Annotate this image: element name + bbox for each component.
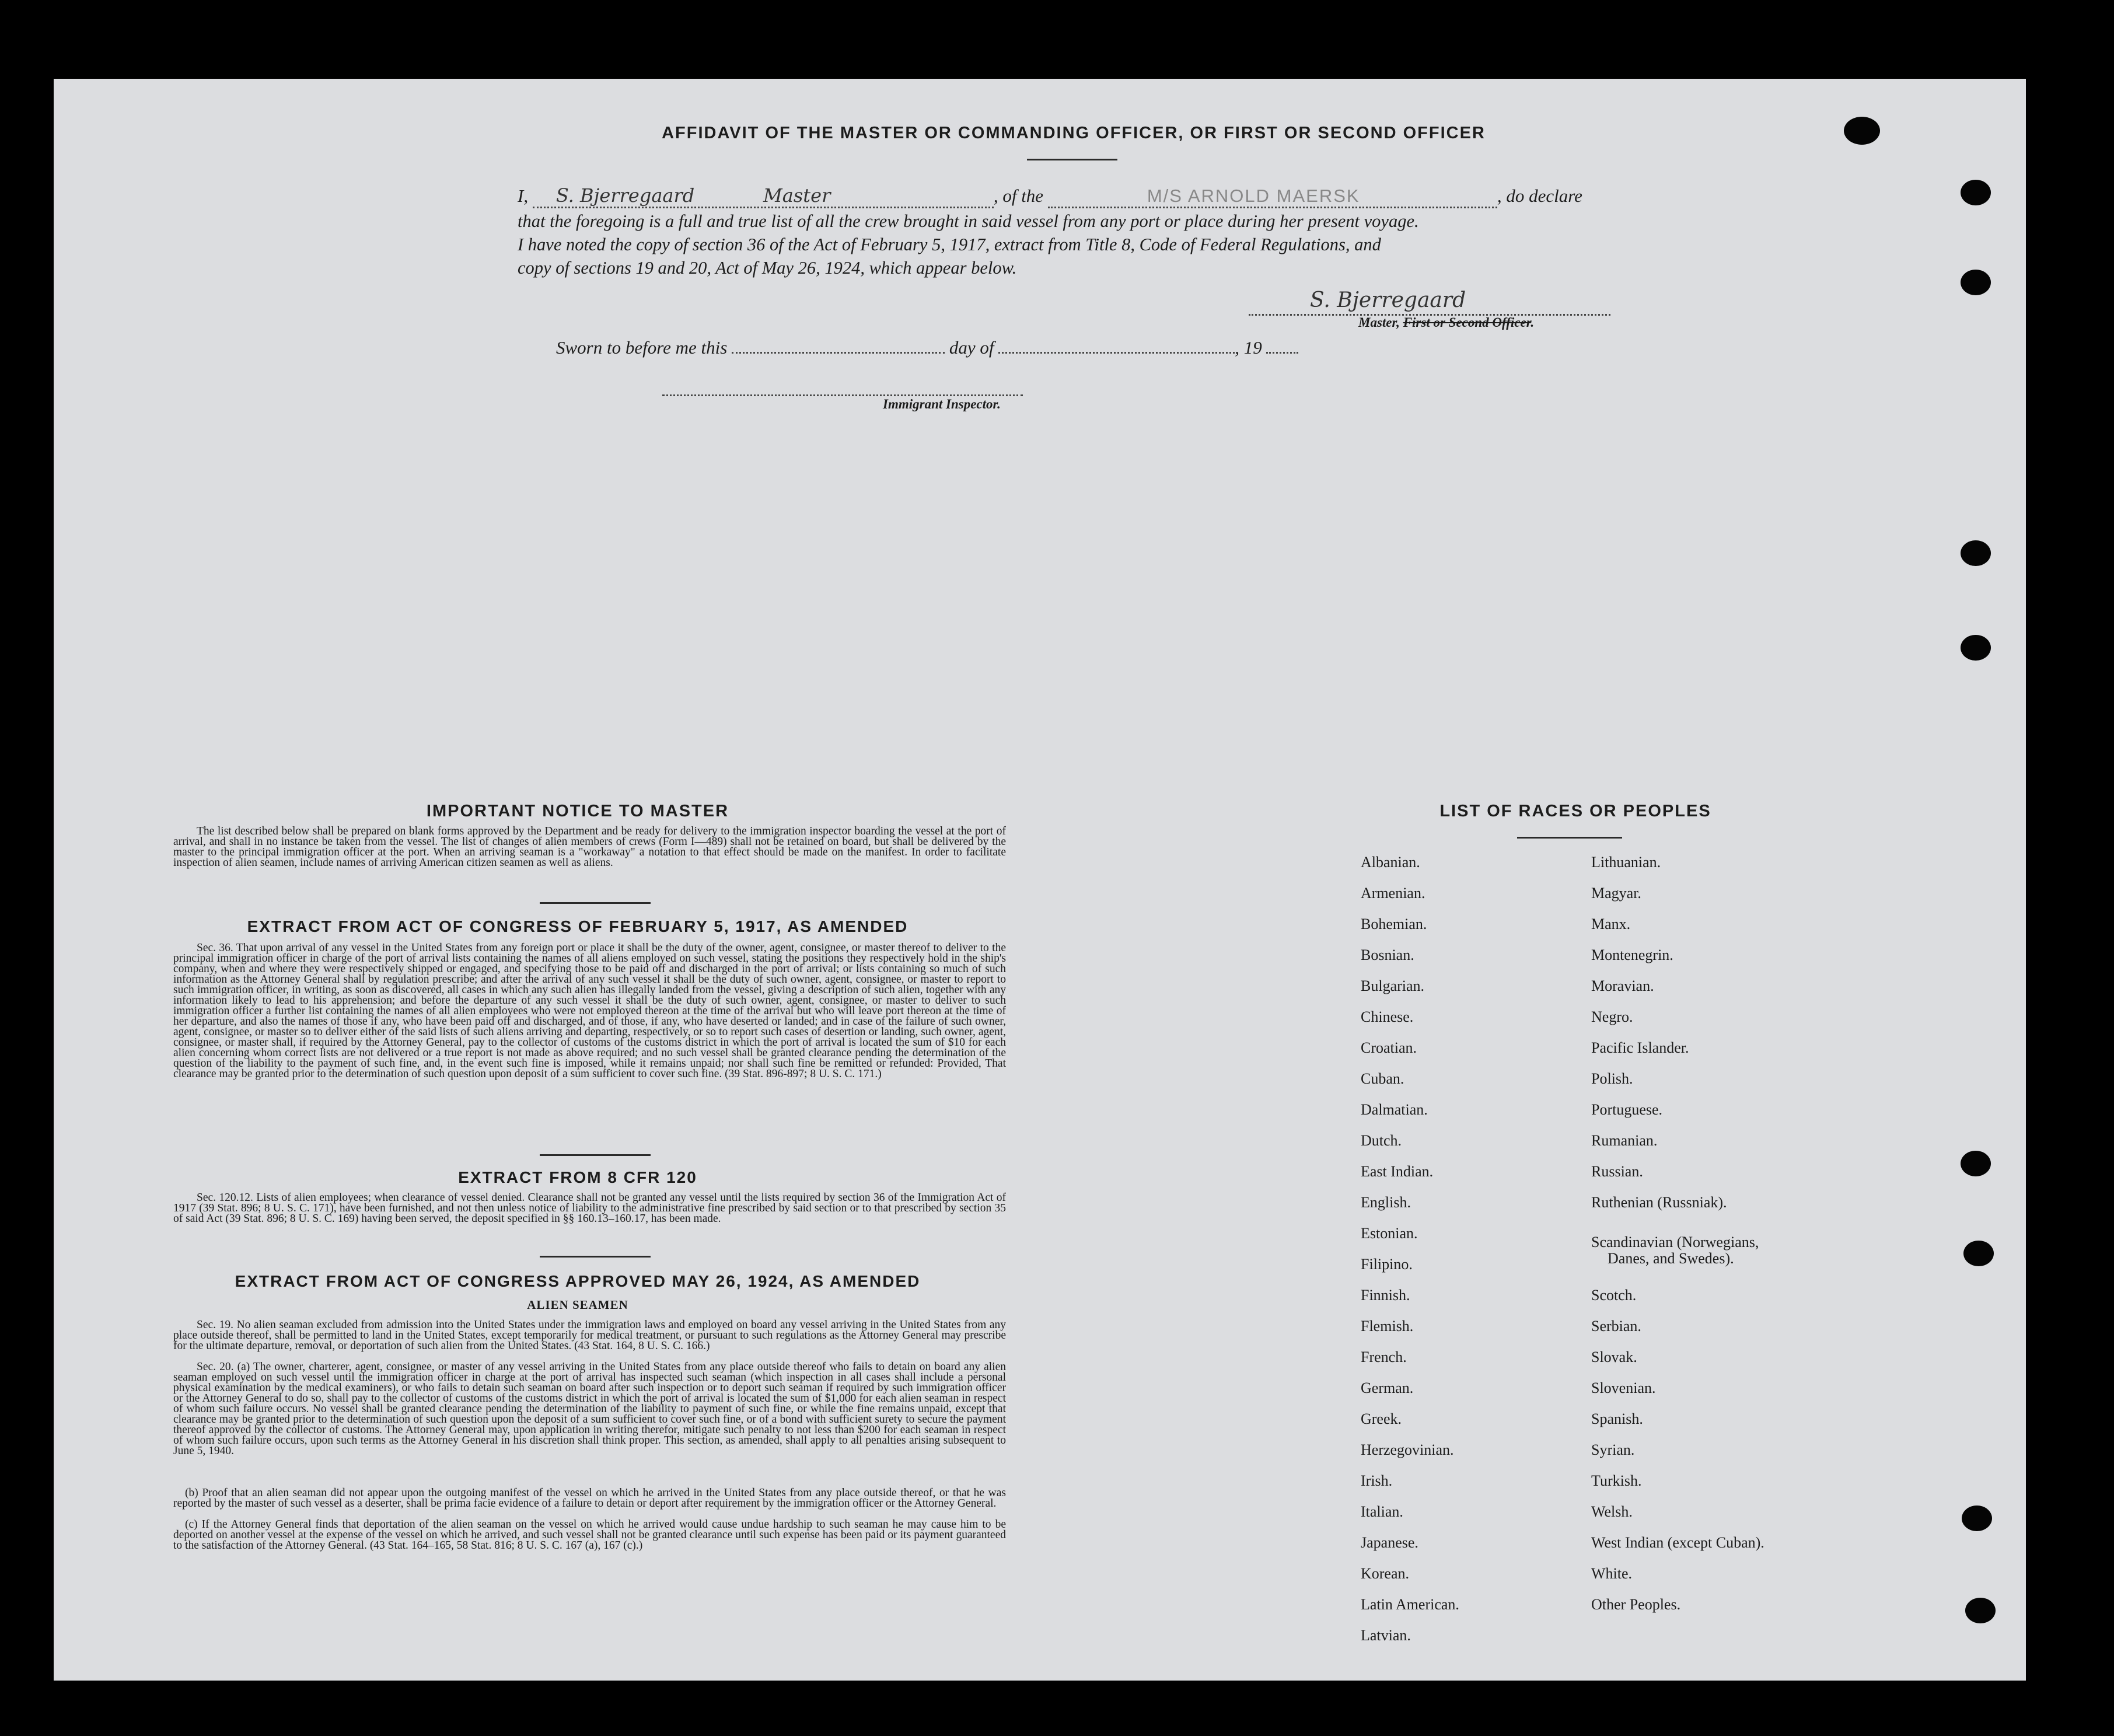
race-item: Japanese. (1361, 1534, 1418, 1551)
inspector-caption: Immigrant Inspector. (883, 397, 1001, 411)
punch-hole (1961, 540, 1991, 566)
punch-hole (1961, 180, 1991, 205)
race-item: Dalmatian. (1361, 1101, 1428, 1118)
race-item: English. (1361, 1194, 1411, 1211)
race-item: Irish. (1361, 1472, 1393, 1489)
declaration-line2: that the foregoing is a full and true list of all the crew brought in said vessel from any port or place during her present voyage. (518, 211, 1419, 231)
year-label: , 19 (1235, 337, 1262, 358)
race-item: Pacific Islander. (1591, 1039, 1689, 1056)
race-item: German. (1361, 1379, 1414, 1396)
handwritten-role: Master (763, 184, 831, 207)
declaration-line4: copy of sections 19 and 20, Act of May 26, 1924, which appear below. (518, 258, 1017, 278)
race-item: Bohemian. (1361, 916, 1427, 932)
race-item: Dutch. (1361, 1132, 1402, 1149)
declaration-of: , of the (993, 186, 1044, 206)
sworn-day-blank (732, 351, 945, 354)
punch-hole (1965, 1598, 1996, 1623)
race-item: Scandinavian (Norwegians, (1591, 1234, 1759, 1251)
race-item: Ruthenian (Russniak). (1591, 1194, 1727, 1211)
extract-1917-body: Sec. 36. That upon arrival of any vessel in the United States from any foreign port or place it shall be the duty of the owner, agent, consignee, or master thereof to deliver to the principal immigration officer in charge of the port of arrival lists containing the names of all aliens employed on such vessel, stating the positions they respectively hold in the ship's company, when and where they were respectively shipped or engaged, and specifying those to be paid off and discharged in the port of arrival; or lists containing so much of such information as the Attorney General shall by regulation prescribe; and after the arrival of any such vessel it shall be the duty of such owner, agent, consignee, or master to report to such immigration officer, in writing, as soon as discovered, all cases in which any such alien has illegally landed from the vessel, giving a description of such alien, together with any information likely to lead to his apprehension; and before the departure of any such vessel it shall be the duty of such owner, agent, consignee, or master to deliver to such immigration officer a further list containing the names of all alien employees who were not employed thereon at the time of the arrival but who will leave port thereon at the time of her departure, and also the names of those if any, who have been paid off and discharged, and of those, if any, who have deserted or landed; and in case of the failure of such owner, agent, consignee, or master so to deliver either of the said lists of such aliens arriving and departing, respectively, or so to report such cases of desertion or landing, such owner, agent, consignee, or master shall, if required by the Attorney General, pay to the collector of customs of the customs district in which the port of arrival is located the sum of $10 for each alien concerning whom correct lists are not delivered or a true report is not made as above required; and no such vessel shall be granted clearance pending the determination of the question of the liability to the payment of such fine, and, in the event such fine is imposed, while it remains unpaid; nor shall such fine be remitted or refunded: Provided, That clearance may be granted prior to the determination of such question upon deposit of a sum sufficient to cover such fine. (39 Stat. 896-897; 8 U. S. C. 171.) (173, 942, 1006, 1080)
punch-hole (1961, 270, 1991, 295)
vessel-stamp: M/S ARNOLD MAERSK (1147, 186, 1360, 206)
extract-cfr-body: Sec. 120.12. Lists of alien employees; when clearance of vessel denied. Clearance shall not be granted any vessel until the lists required by section 36 of the Immigration Act of 1917 (39 Stat. 896; 8 U. S. C. 171), have been furnished, and not then unless notice of liability to the administrative fine prescribed by said section or to that prescribed by section 35 of said Act (39 Stat. 896; 8 U. S. C. 169) having been served, the deposit specified in §§ 160.13–160.17, has been made. (173, 1192, 1006, 1225)
races-title: LIST OF RACES OR PEOPLES (1439, 802, 1711, 820)
notice-body: The list described below shall be prepared on blank forms approved by the Department and be ready for delivery to the immigration inspector boarding the vessel at the port of arrival, and shall in no instance be taken from the vessel. The list of changes of alien members of crews (Form I—489) shall not be retained on board, but shall be delivered by the master to the principal immigration officer at the port. When an arriving seaman is a "workaway" a notation to that effect should be made on the manifest. In order to facilitate inspection of alien seamen, include names of arriving American citizen seamen as well as aliens. (173, 825, 1006, 869)
race-item: Scotch. (1591, 1287, 1637, 1304)
race-item: Magyar. (1591, 885, 1641, 902)
race-item: Portuguese. (1591, 1101, 1663, 1118)
race-item: Korean. (1361, 1565, 1410, 1582)
race-item: West Indian (except Cuban). (1591, 1534, 1764, 1551)
race-item: Rumanian. (1591, 1132, 1658, 1149)
race-item: Serbian. (1591, 1318, 1641, 1335)
punch-hole (1961, 1151, 1991, 1176)
declaration-i: I, (518, 186, 529, 206)
section-rule (540, 902, 651, 904)
section-rule (540, 1154, 651, 1156)
race-item: Herzegovinian. (1361, 1441, 1454, 1458)
punch-hole (1962, 1506, 1992, 1531)
race-item: Syrian. (1591, 1441, 1635, 1458)
race-item: White. (1591, 1565, 1633, 1582)
day-of-label: day of (949, 337, 994, 358)
race-item: Croatian. (1361, 1039, 1417, 1056)
sworn-month-blank (998, 351, 1235, 354)
race-item: Lithuanian. (1591, 854, 1661, 871)
sworn-year-blank (1266, 351, 1298, 354)
race-item: Montenegrin. (1591, 946, 1673, 963)
race-item: Finnish. (1361, 1287, 1410, 1304)
notice-title: IMPORTANT NOTICE TO MASTER (426, 802, 729, 820)
name-field (533, 184, 994, 208)
race-item: Filipino. (1361, 1256, 1413, 1273)
race-item: Bulgarian. (1361, 977, 1425, 994)
extract-1924-sec20b: (b) Proof that an alien seaman did not appear upon the outgoing manifest of the vessel on which he arrived in the United States from any place outside thereof, or that he was reported by the master of such vessel as a deserter, shall be prima facie evidence of a failure to detain or deport after requirement by the immigration officer or the Attorney General. (173, 1487, 1006, 1510)
declaration-end: , do declare (1497, 186, 1582, 206)
race-item: French. (1361, 1349, 1407, 1365)
race-item: Slovak. (1591, 1349, 1637, 1365)
race-item: Welsh. (1591, 1503, 1633, 1520)
race-item: Italian. (1361, 1503, 1403, 1520)
sworn-label: Sworn to before me this (556, 337, 728, 358)
caption-struck: First or Second Officer (1403, 315, 1531, 330)
extract-1917-title: EXTRACT FROM ACT OF CONGRESS OF FEBRUARY 5, 1917, AS AMENDED (247, 917, 909, 935)
race-item: Flemish. (1361, 1318, 1414, 1335)
race-item: Latvian. (1361, 1627, 1411, 1644)
affidavit-declaration (518, 184, 1615, 208)
race-item: Other Peoples. (1591, 1596, 1681, 1613)
section-rule (540, 1256, 651, 1258)
race-item: Latin American. (1361, 1596, 1459, 1613)
punch-hole (1963, 1241, 1994, 1266)
punch-hole (1844, 117, 1880, 145)
race-item: Albanian. (1361, 854, 1420, 871)
inspector-line (662, 394, 1023, 396)
affidavit-title: AFFIDAVIT OF THE MASTER OR COMMANDING OFFICER, OR FIRST OR SECOND OFFICER (662, 124, 1486, 142)
sworn-line (556, 337, 1298, 358)
race-item: Bosnian. (1361, 946, 1414, 963)
signature: S. Bjerregaard (1310, 288, 1466, 312)
race-item: Spanish. (1591, 1410, 1643, 1427)
races-rule (1517, 837, 1622, 839)
race-item: Russian. (1591, 1163, 1643, 1180)
signature-caption (1358, 315, 1534, 330)
extract-cfr-title: EXTRACT FROM 8 CFR 120 (458, 1168, 697, 1186)
vessel-field (1048, 186, 1497, 208)
race-item: Negro. (1591, 1008, 1633, 1025)
race-item: Slovenian. (1591, 1379, 1656, 1396)
race-item: Polish. (1591, 1070, 1633, 1087)
punch-hole (1961, 635, 1991, 661)
extract-1924-sec19: Sec. 19. No alien seaman excluded from admission into the United States under the immigration laws and employed on board any vessel arriving in the United States from any place outside thereof, shall be permitted to land in the United States, except temporarily for medical treatment, or pursuant to such regulations as the Attorney General may prescribe for the ultimate departure, removal, or deportation of such alien from the United States. (43 Stat. 164, 8 U. S. C. 166.) (173, 1319, 1006, 1352)
race-item: Manx. (1591, 916, 1631, 932)
extract-1924-sec20: Sec. 20. (a) The owner, charterer, agent, consignee, or master of any vessel arriving in the United States from any place outside thereof who fails to detain on board any alien seaman employed on such vessel until the immigration officer in charge at the port of arrival has inspected such seaman (which inspection in all cases shall include a personal physical examination by the medical examiners), or who fails to detain such seaman on board after such inspection or to deport such seaman if required by such immigration officer or the Attorney General to do so, shall pay to the collector of customs of the customs district in which the port of arrival is located the sum of $1,000 for each alien seaman in respect of whom such failure occurs. No vessel shall be granted clearance pending the determination of the liability to payment of such fine, or while the fine remains unpaid, except that clearance may be granted prior to the determination of such question upon the deposit of a sum sufficient to cover such fine, or of a bond with sufficient surety to secure the payment thereof approved by the collector of customs. The Attorney General may, upon application in writing therefor, mitigate such penalty to not less than $200 for each seaman in respect of whom such failure occurs, upon such terms as the Attorney General in his discretion shall think proper. This section, as amended, shall apply to all penalties arising subsequent to June 5, 1940. (173, 1361, 1006, 1457)
caption-master: Master, (1358, 315, 1400, 330)
extract-1924-sec20c: (c) If the Attorney General finds that deportation of the alien seaman on the vessel on which he arrived would cause undue hardship to such seaman he may cause him to be deported on another vessel at the expense of the vessel on which he arrived, and such vessel shall not be granted clearance until such expense has been paid or its payment guaranteed to the satisfaction of the Attorney General. (43 Stat. 164–165, 58 Stat. 816; 8 U. S. C. 167 (a), 167 (c).) (173, 1518, 1006, 1552)
extract-1924-title: EXTRACT FROM ACT OF CONGRESS APPROVED MAY 26, 1924, AS AMENDED (235, 1272, 921, 1290)
race-item: Moravian. (1591, 977, 1654, 994)
handwritten-name: S. Bjerregaard (555, 184, 695, 207)
race-item: Chinese. (1361, 1008, 1414, 1025)
race-item: East Indian. (1361, 1163, 1434, 1180)
title-rule (1027, 159, 1117, 160)
race-item: Turkish. (1591, 1472, 1642, 1489)
caption-period: . (1531, 315, 1535, 330)
race-item-continuation: Danes, and Swedes). (1608, 1250, 1734, 1267)
race-item: Armenian. (1361, 885, 1425, 902)
race-item: Greek. (1361, 1410, 1402, 1427)
declaration-line3: I have noted the copy of section 36 of the Act of February 5, 1917, extract from Title 8, Code of Federal Regulations, and (518, 235, 1381, 254)
extract-1924-subtitle: ALIEN SEAMEN (527, 1298, 628, 1312)
race-item: Estonian. (1361, 1225, 1418, 1242)
race-item: Cuban. (1361, 1070, 1404, 1087)
